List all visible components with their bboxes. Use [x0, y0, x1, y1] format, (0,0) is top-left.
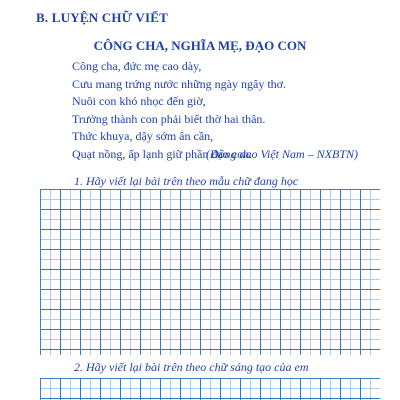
- poem-source: (Đồng dao Việt Nam – NXBTN): [205, 147, 358, 161]
- exercise-1-label: 1. Hãy viết lại bài trên theo mẫu chữ đang học: [74, 174, 299, 188]
- exercise-2-label: 2. Hãy viết lại bài trên theo chữ sáng tạo của em: [74, 360, 309, 374]
- poem-line: Công cha, đức mẹ cao dày,: [72, 59, 202, 73]
- poem-line: Nuôi con khó nhọc đến giờ,: [72, 94, 206, 108]
- poem-title: CÔNG CHA, NGHĨA MẸ, ĐẠO CON: [93, 38, 307, 53]
- poem-line: Trưởng thành con phải biết thờ hai thân.: [72, 111, 266, 126]
- writing-grid-2[interactable]: [40, 378, 380, 400]
- poem-line: Thức khuya, dậy sớm ân cần,: [72, 129, 214, 143]
- section-title: B. LUYỆN CHỮ VIẾT: [36, 10, 168, 25]
- poem-line: Cưu mang trứng nước những ngày ngây thơ.: [72, 76, 287, 91]
- writing-grid-1[interactable]: [40, 189, 380, 355]
- poem-line: Quạt nồng, ấp lạnh giữ phần đạo con.: [72, 146, 253, 161]
